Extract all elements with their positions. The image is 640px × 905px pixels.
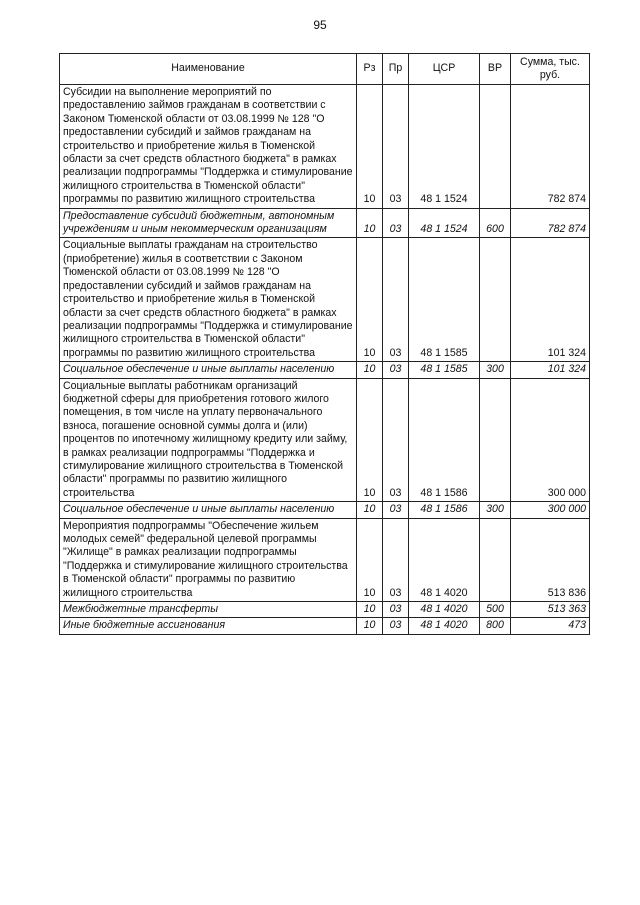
cell-csr: 48 1 4020 [409, 518, 480, 601]
cell-pr: 03 [383, 362, 409, 378]
table-row [60, 378, 590, 502]
cell-rz: 10 [357, 602, 383, 618]
cell-vr: 600 [480, 208, 511, 238]
cell-csr: 48 1 1586 [409, 378, 480, 502]
cell-rz: 10 [357, 618, 383, 634]
table-body [60, 85, 590, 635]
cell-name: Социальное обеспечение и иные выплаты населению [60, 502, 357, 518]
cell-pr: 03 [383, 502, 409, 518]
cell-rz: 10 [357, 518, 383, 601]
cell-sum: 782 874 [511, 208, 590, 238]
cell-rz: 10 [357, 378, 383, 502]
cell-name: Социальное обеспечение и иные выплаты населению [60, 362, 357, 378]
cell-vr: 300 [480, 502, 511, 518]
table-row [60, 362, 590, 378]
cell-rz: 10 [357, 502, 383, 518]
cell-csr: 48 1 1585 [409, 238, 480, 362]
header-pr: Пр [383, 54, 409, 85]
cell-sum: 101 324 [511, 238, 590, 362]
cell-name: Социальные выплаты гражданам на строительство (приобретение) жилья в соответствии с Законом Тюменской области от 03.08.1999 № 128 "О предоставлении субсидий и займов гражданам на строительство и приобретение жилья в Тюменской области за счет средств областного бюджета" в рамках реализации подпрограммы "Поддержка и стимулирование жилищного строительства в Тюменской области" программы по развитию жилищного строительства [60, 238, 357, 362]
cell-sum: 101 324 [511, 362, 590, 378]
table-row [60, 238, 590, 362]
header-rz: Рз [357, 54, 383, 85]
page-number: 95 [313, 18, 327, 32]
cell-name: Предоставление субсидий бюджетным, автономным учреждениям и иным некоммерческим организациям [60, 208, 357, 238]
table-row [60, 518, 590, 601]
table-row [60, 602, 590, 618]
cell-vr [480, 238, 511, 362]
cell-vr [480, 378, 511, 502]
cell-csr: 48 1 4020 [409, 618, 480, 634]
cell-name: Межбюджетные трансферты [60, 602, 357, 618]
header-vr: ВР [480, 54, 511, 85]
cell-name: Мероприятия подпрограммы "Обеспечение жильем молодых семей" федеральной целевой программы "Жилище" в рамках реализации подпрограммы "Поддержка и стимулирование жилищного строительства в Тюменской области" программы по развитию жилищного строительства [60, 518, 357, 601]
table-row [60, 618, 590, 634]
header-csr: ЦСР [409, 54, 480, 85]
cell-vr: 300 [480, 362, 511, 378]
table-header-row [60, 54, 590, 85]
cell-vr: 500 [480, 602, 511, 618]
cell-vr [480, 518, 511, 601]
cell-csr: 48 1 1524 [409, 208, 480, 238]
cell-name: Субсидии на выполнение мероприятий по предоставлению займов гражданам в соответствии с Законом Тюменской области от 03.08.1999 № 128 "О предоставлении субсидий и займов гражданам на строительство и приобретение жилья в Тюменской области за счет средств областного бюджета" в рамках реализации подпрограммы "Поддержка и стимулирование жилищного строительства в Тюменской области" программы по развитию жилищного строительства [60, 85, 357, 209]
cell-sum: 782 874 [511, 85, 590, 209]
cell-sum: 513 363 [511, 602, 590, 618]
cell-rz: 10 [357, 238, 383, 362]
table-row [60, 502, 590, 518]
cell-pr: 03 [383, 208, 409, 238]
header-sum: Сумма, тыс. руб. [511, 54, 590, 85]
cell-sum: 513 836 [511, 518, 590, 601]
cell-csr: 48 1 1524 [409, 85, 480, 209]
cell-pr: 03 [383, 518, 409, 601]
cell-csr: 48 1 1586 [409, 502, 480, 518]
cell-pr: 03 [383, 85, 409, 209]
cell-sum: 473 [511, 618, 590, 634]
cell-pr: 03 [383, 238, 409, 362]
cell-csr: 48 1 1585 [409, 362, 480, 378]
cell-name: Социальные выплаты работникам организаций бюджетной сферы для приобретения готового жилого помещения, в том числе на уплату первоначального взноса, погашение основной суммы долга и (или) процентов по ипотечному жилищному кредиту или займу, в рамках реализации подпрограммы "Поддержка и стимулирование жилищного строительства в Тюменской области" программы по развитию жилищного строительства [60, 378, 357, 502]
cell-pr: 03 [383, 602, 409, 618]
cell-rz: 10 [357, 362, 383, 378]
cell-rz: 10 [357, 208, 383, 238]
cell-name: Иные бюджетные ассигнования [60, 618, 357, 634]
cell-sum: 300 000 [511, 378, 590, 502]
cell-pr: 03 [383, 378, 409, 502]
budget-table [59, 53, 590, 635]
header-name: Наименование [60, 54, 357, 85]
cell-vr [480, 85, 511, 209]
cell-sum: 300 000 [511, 502, 590, 518]
table-row [60, 85, 590, 209]
cell-vr: 800 [480, 618, 511, 634]
cell-pr: 03 [383, 618, 409, 634]
cell-rz: 10 [357, 85, 383, 209]
cell-csr: 48 1 4020 [409, 602, 480, 618]
table-row [60, 208, 590, 238]
